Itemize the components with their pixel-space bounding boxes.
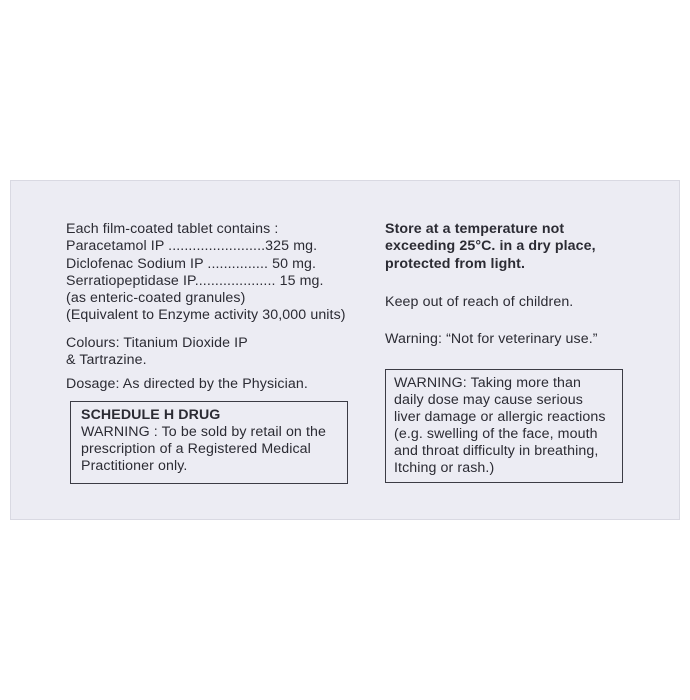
schedule-warning-line-3: Practitioner only. [81,458,188,474]
overdose-line-1: WARNING: Taking more than [394,375,581,391]
composition-intro: Each film-coated tablet contains : [66,221,279,237]
overdose-line-2: daily dose may cause serious [394,392,583,408]
storage-line-2: exceeding 25°C. in a dry place, [385,238,596,254]
granules-note: (as enteric-coated granules) [66,290,246,306]
overdose-line-5: and throat difficulty in breathing, [394,443,599,459]
colours-line-2: & Tartrazine. [66,352,147,368]
schedule-h-box [70,401,348,484]
dosage-text: Dosage: As directed by the Physician. [66,376,308,392]
medicine-box-panel [10,180,680,520]
veterinary-warning: Warning: “Not for veterinary use.” [385,331,598,347]
ingredient-diclofenac: Diclofenac Sodium IP ............... 50 mg. [66,256,317,272]
storage-line-1: Store at a temperature not [385,221,565,237]
ingredient-paracetamol: Paracetamol IP ........................325 mg. [66,238,318,254]
overdose-warning-box [385,369,623,483]
schedule-warning-line-2: prescription of a Registered Medical [81,441,311,457]
overdose-line-4: (e.g. swelling of the face, mouth [394,426,598,442]
colours-line-1: Colours: Titanium Dioxide IP [66,335,248,351]
ingredient-serratiopeptidase: Serratiopeptidase IP.................... 15 mg. [66,273,324,289]
keep-out-of-reach: Keep out of reach of children. [385,294,574,310]
schedule-h-title: SCHEDULE H DRUG [81,407,221,423]
overdose-line-3: liver damage or allergic reactions [394,409,606,425]
enzyme-activity-note: (Equivalent to Enzyme activity 30,000 units) [66,307,346,323]
overdose-line-6: Itching or rash.) [394,460,495,476]
schedule-warning-line-1: WARNING : To be sold by retail on the [81,424,326,440]
storage-line-3: protected from light. [385,256,526,272]
